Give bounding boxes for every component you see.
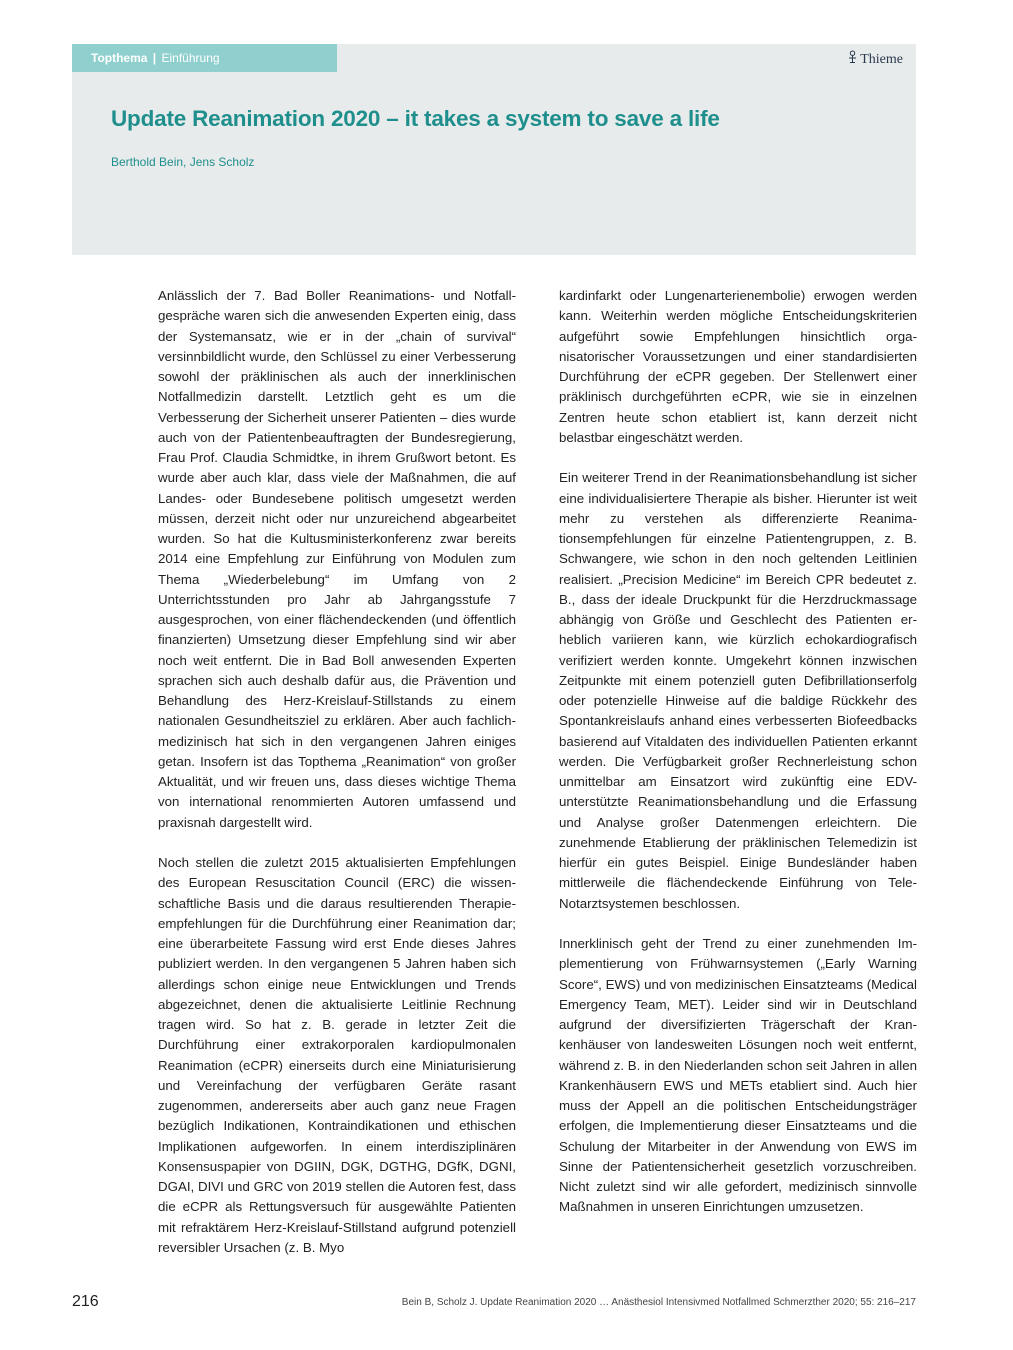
header-box [72,44,916,255]
article-authors: Berthold Bein, Jens Scholz [111,155,255,169]
paragraph: Ein weiterer Trend in der Reanimationsbehandlung ist sicher eine individualisiertere Therapie als bisher. Hierunter ist weit mehr zu verstehen als differenzierte Reanimationsempfehlungen für einzelne Patientengruppen, z. B. Schwangere, wie schon in den noch geltenden Leitlinien realisiert. „Precision Medicine“ im Bereich CPR bedeutet z. B., dass der ideale Druckpunkt für die Herzdruckmassage abhängig von Größe und Geschlecht des Patienten erheblich variieren kann, wie kürzlich echokardiografisch verifiziert werden konnte. Umgekehrt können inzwischen Zeitpunkte mit einem potenziell guten Defibrillationserfolg oder potenzielle Hinweise auf die baldige Rückkehr des Spontankreislaufs anhand eines verbesserten Biofeedbacks basierend auf Vitaldaten des individuellen Patienten erkannt werden. Die Verfügbarkeit großer Rechnerleistung schon unmittelbar am Einsatzort wird zukünftig eine EDV-unterstützte Reanimationsbehandlung und die Erfassung und Analyse großer Datenmengen erleichtern. Die zunehmende Etablierung der präklinischen Telemedizin ist hierfür ein gutes Beispiel. Einige Bundesländer haben mittlerweile die flächendeckende Einführung von Tele-Notarztsystemen beschlossen. [559,470,917,911]
right-column [559,286,917,1218]
paragraph: kardinfarkt oder Lungenarterienembolie) erwogen werden kann. Weiterhin werden mögliche Entscheidungskriterien aufgeführt sowie Empfehlungen hinsichtlich organisatorischer Voraussetzungen und einer standardisierten Durchführung der eCPR gegeben. Der Stellenwert einer präklinisch durchgeführten eCPR, wie sie in einzelnen Zentren heute schon etabliert ist, kann derzeit nicht belastbar eingeschätzt werden. [559,288,917,445]
tab-separator: | [152,51,157,65]
left-column [158,286,516,1258]
article-title: Update Reanimation 2020 – it takes a system to save a life [111,106,720,131]
thieme-logo-icon [847,50,858,69]
paragraph: Noch stellen die zuletzt 2015 aktualisierten Empfehlungen des European Resuscitation Council (ERC) die wissenschaftliche Basis und die daraus resultierenden Therapieempfehlungen für die Durchführung einer Reanimation dar; eine überarbeitete Fassung wird erst Ende dieses Jahres publiziert werden. In den vergangenen 5 Jahren haben sich allerdings schon einige neue Entwicklungen und Trends abgezeichnet, denen die aktualisierte Leitlinie Rechnung tragen wird. So hat z. B. gerade in letzter Zeit die Durchführung einer extrakorporalen kardiopulmonalen Reanimation (eCPR) einerseits durch eine Miniaturisierung und Vereinfachung der verfügbaren Geräte rasant zugenommen, andererseits aber auch ganz neue Fragen bezüglich Indikationen, Kontraindikationen und ethischen Implikationen aufgeworfen. In einem interdisziplinären Konsensuspapier von DGIIN, DGK, DGTHG, DGfK, DGNI, DGAI, DIVI und GRC von 2019 stellen die Autoren fest, dass die eCPR als Rettungsversuch für ausgewählte Patienten mit refraktärem Herz-Kreislauf-Stillstand aufgrund potenziell reversibler Ursachen (z. B. Myo [158,855,516,1255]
paragraph: Anlässlich der 7. Bad Boller Reanimations- und Notfallgespräche waren sich die anwesenden Experten einig, dass der Systemansatz, wie er in der „chain of survival“ versinnbildlicht wurde, den Schlüssel zu einer Verbesserung sowohl der präklinischen als auch der innerklinischen Notfallmedizin darstellt. Letztlich geht es um die Verbesserung der Sicherheit unserer Patienten – dies wurde auch von der Patientenbeauftragten der Bundesregierung, Frau Prof. Claudia Schmidtke, in ihrem Grußwort betont. Es wurde aber auch klar, dass viele der Maßnahmen, die auf Landes- oder Bundesebene politisch umgesetzt werden müssen, derzeit nicht oder nur unzureichend abgearbeitet wurden. So hat die Kultusministerkonferenz zwar bereits 2014 eine Empfehlung zur Einführung von Modulen zum Thema „Wiederbelebung“ im Umfang von 2 Unterrichtsstunden pro Jahr ab Jahrgangsstufe 7 ausgesprochen, von einer flächendeckenden (und öffentlich finanzierten) Umsetzung dieser Empfehlung sind wir aber noch weit entfernt. Die in Bad Boll anwesenden Experten sprachen sich auch deshalb dafür aus, die Prävention und Behandlung des Herz-Kreislauf-Stillstands zu einem nationalen Gesundheitsziel zu erklären. Aber auch fachlich-medizinisch hat sich in den vergangenen Jahren einiges getan. Insofern ist das Topthema „Reanimation“ von großer Aktualität, und wir freuen uns, dass dieses wichtige Thema von international renommierten Autoren umfassend und praxisnah dargestellt wird. [158,288,516,830]
page-number: 216 [72,1293,99,1310]
section-label: Einführung [161,51,220,65]
section-tab [72,44,337,72]
citation-footer: Bein B, Scholz J. Update Reanimation 2020 … Anästhesiol Intensivmed Notfallmed Schmerzther 2020; 55: 216–217 [401,1297,916,1308]
publisher-logo [847,50,903,69]
topic-label: Topthema [91,51,148,65]
publisher-name: Thieme [860,51,903,67]
paragraph: Innerklinisch geht der Trend zu einer zunehmenden Implementierung von Frühwarnsystemen („Early Warning Score“, EWS) und von medizinischen Einsatzteams (Medical Emergency Team, MET). Leider sind wir in Deutschland aufgrund der diversifizierten Trägerschaft der Krankenhäuser von landesweiten Lösungen noch weit entfernt, während z. B. in den Niederlanden schon seit Jahren in allen Krankenhäusern EWS und METs etabliert sind. Auch hier muss der Appell an die politischen Entscheidungsträger erfolgen, die Implementierung dieser Einsatzteams und die Schulung der Mitarbeiter in der Anwendung von EWS im Sinne der Patientensicherheit gesetzlich vorzuschreiben. Nicht zuletzt sind wir alle gefordert, medizinisch sinnvolle Maßnahmen in unseren Einrichtungen umzusetzen. [559,936,917,1215]
